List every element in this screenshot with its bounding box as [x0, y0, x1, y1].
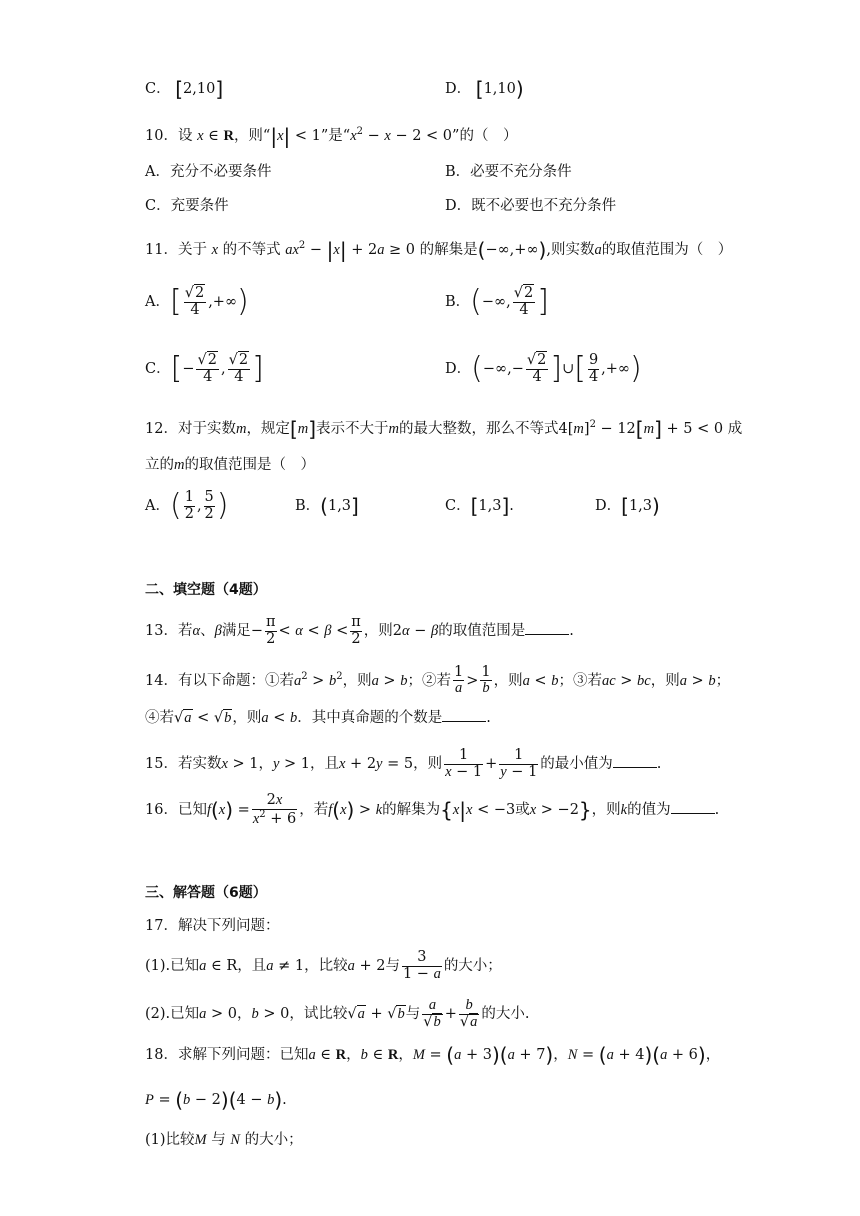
q10-option-b[interactable]: B．必要不充分条件 — [445, 164, 572, 180]
q14-stem-line1: 14．有以下命题：①若$a^2 > b^2$，则a > b；②若 $\frac{1}{a}$ > $\frac{1}{b}$ ，则a < b；③若ac > bc，则a > b； — [145, 664, 731, 697]
q9-option-d[interactable]: D． [1,10) — [445, 77, 524, 101]
q11-option-b[interactable]: B．(−∞, $\frac{√2}{4}$ ] — [445, 284, 549, 319]
q12-option-a[interactable]: A．( $\frac{1}{2}$ , $\frac{5}{2}$ ) — [145, 488, 229, 523]
q9-option-c[interactable]: C． [2,10] — [145, 77, 224, 101]
q12-option-b[interactable]: B．(1,3] — [295, 494, 359, 518]
q14-answer-blank — [442, 720, 486, 722]
q18-stem-line2: P = (b − 2)(4 − b). — [145, 1088, 287, 1112]
q15-stem: 15．若实数x > 1，y > 1，且x + 2y = 5，则 $\frac{1}{x - 1}$ + $\frac{1}{y - 1}$ 的最小值为 . — [145, 747, 662, 780]
q18-stem-line1: 18．求解下列问题：已知a ∈ R，b ∈ R，M = (a + 3)(a + 7)，N = (a + 4)(a + 6)， — [145, 1043, 721, 1067]
q16-stem: 16．已知f(x) = $\frac{2x}{x^2 + 6}$ ，若f(x) > k的解集为{x|x < −3或x > −2}，则k的值为 . — [145, 792, 720, 827]
q9-c-value: 2,10 — [183, 81, 216, 97]
section-heading-fill-blank: 二、填空题（4题） — [145, 582, 267, 598]
q11-option-a[interactable]: A．[ $\frac{√2}{4}$ ,+∞) — [145, 284, 249, 319]
q12-stem-line2: 立的m的取值范围是（ ） — [145, 457, 315, 473]
q17-title: 17．解决下列问题： — [145, 918, 280, 934]
q11-option-d[interactable]: D．(−∞,− $\frac{√2}{4}$ ]∪[ $\frac{9}{4}$ ,+∞) — [445, 351, 642, 386]
q17-part1: (1).已知a ∈ R，且a ≠ 1，比较a + 2与 $\frac{3}{1 - a}$ 的大小； — [145, 949, 502, 982]
q14-stem-line2: ④若√a < √b，则a < b．其中真命题的个数是 . — [145, 710, 491, 726]
section-heading-solve: 三、解答题（6题） — [145, 885, 267, 901]
q13-answer-blank — [525, 633, 569, 635]
q11-option-c[interactable]: C．[− $\frac{√2}{4}$ , $\frac{√2}{4}$ ] — [145, 351, 264, 386]
q15-answer-blank — [613, 766, 657, 768]
q12-option-d[interactable]: D．[1,3) — [595, 494, 660, 518]
q11-stem: 11．关于 x 的不等式 $ax^2 - |x| + 2a \ge 0$ 的解集是(−∞,+∞),则实数a的取值范围为（ ） — [145, 237, 733, 262]
q18-part1: (1)比较M 与 N 的大小； — [145, 1132, 303, 1148]
q10-option-c[interactable]: C．充要条件 — [145, 198, 229, 214]
q13-stem: 13．若α、β满足− $\frac{\pi}{2}$ < α < β < $\frac{\pi}{2}$ ，则2α − β的取值范围是 . — [145, 614, 574, 647]
q10-option-a[interactable]: A．充分不必要条件 — [145, 164, 272, 180]
q12-option-c[interactable]: C．[1,3]. — [445, 494, 514, 518]
q17-part2: (2).已知a > 0，b > 0，试比较√a + √b与 $\frac{a}{√b}$ + $\frac{b}{√a}$ 的大小. — [145, 997, 530, 1030]
q16-answer-blank — [671, 812, 715, 814]
q10-option-d[interactable]: D．既不必要也不充分条件 — [445, 198, 617, 214]
q9-d-value: 1,10 — [483, 81, 516, 97]
q12-stem-line1: 12．对于实数m，规定[m]表示不大于m的最大整数，那么不等式$4[m]^2 - 12[m] + 5 < 0$ 成 — [145, 416, 743, 441]
q10-stem: 10．设 x ∈ R，则“|x| < 1”是“$x^2 - x - 2 < 0$”的（ ） — [145, 123, 518, 148]
